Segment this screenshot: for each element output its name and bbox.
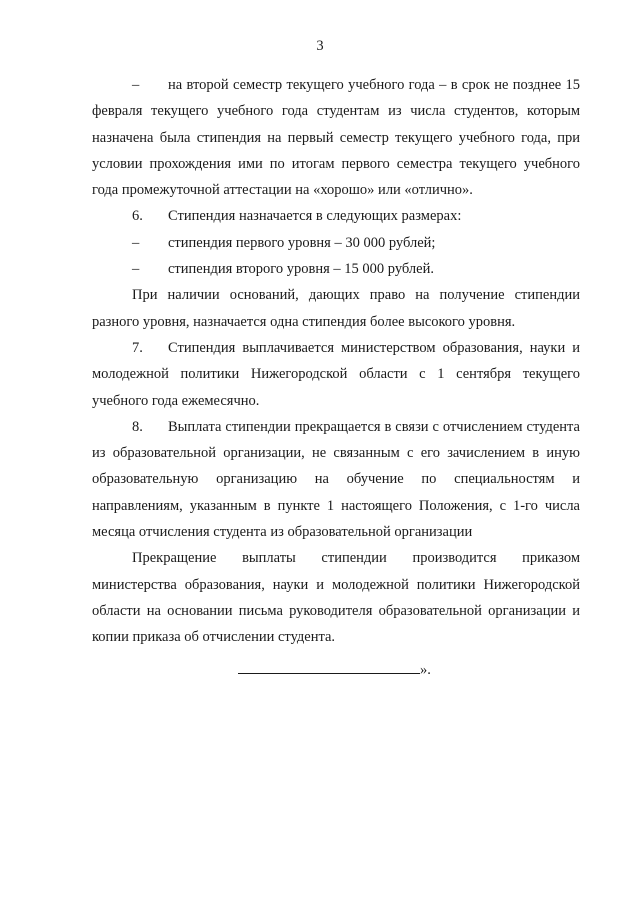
paragraph-text: стипендия первого уровня – 30 000 рублей; [168,234,436,251]
paragraph-text: При наличии оснований, дающих право на получение стипендии разного уровня, назначается одна стипендия более высокого уровня. [92,287,580,330]
paragraph-higher-level [92,282,580,335]
document-body [92,72,580,651]
item-number: 6. [132,208,143,225]
closing-mark: ». [420,662,431,678]
closing-rule [238,659,420,674]
paragraph-item-6 [92,203,580,229]
dash-marker: – [132,261,140,278]
paragraph-item-8 [92,414,580,545]
item-number: 8. [132,418,143,435]
paragraph-text: Стипендия назначается в следующих размерах: [168,208,462,225]
paragraph-text: на второй семестр текущего учебного года – в срок не позднее 15 февраля текущего учебного года студентам из числа студентов, которым назначена была стипендия на первый семестр текущего учебного года, при условии прохождения ими по итогам первого семестра текущего учебного года промежуточной аттестации на «хорошо» или «отлично». [92,77,580,199]
page-number: 3 [316,38,324,54]
paragraph-text: Прекращение выплаты стипендии производится приказом министерства образования, науки и молодежной политики Нижегородской области на основании письма руководителя образовательной организации и копии приказа об отчислении студента. [92,550,580,646]
paragraph-item-7 [92,335,580,414]
paragraph-text: стипендия второго уровня – 15 000 рублей. [168,261,434,278]
paragraph-level-two [92,256,580,282]
paragraph-level-one [92,230,580,256]
paragraph-second-semester [92,72,580,203]
paragraph-termination [92,545,580,650]
dash-marker: – [132,77,140,93]
item-number: 7. [132,339,143,356]
closing-line [238,659,431,681]
paragraph-text: Стипендия выплачивается министерством образования, науки и молодежной политики Нижегородской области с 1 сентября текущего учебного года ежемесячно. [92,339,580,409]
paragraph-text: Выплата стипендии прекращается в связи с отчислением студента из образовательной организации, не связанным с его зачислением в иную образовательную организацию на обучение по специальностям и направлениям, указанным в пункте 1 настоящего Положения, с 1-го числа месяца отчисления студента из образовательной организации [92,418,580,541]
dash-marker: – [132,234,140,251]
